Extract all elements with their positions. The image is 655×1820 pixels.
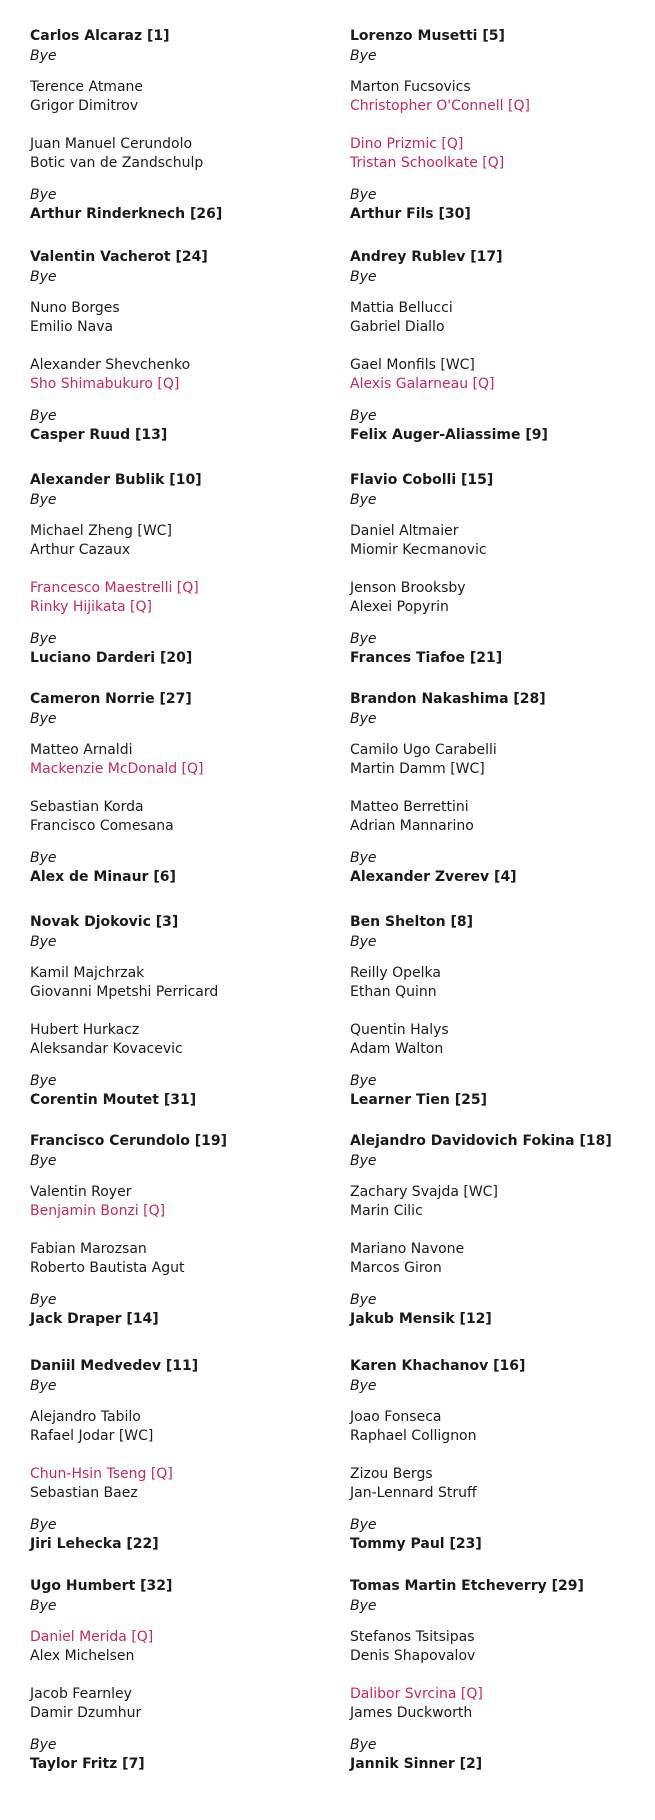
seeded-player: Ben Shelton [8] xyxy=(350,914,474,930)
player: Damir Dzumhur xyxy=(30,1705,142,1721)
player: Francisco Comesana xyxy=(30,818,174,834)
player: Sebastian Baez xyxy=(30,1485,138,1501)
qualifier-player: Rinky Hijikata [Q] xyxy=(30,599,152,615)
player: Rafael Jodar [WC] xyxy=(30,1428,154,1444)
seeded-player: Karen Khachanov [16] xyxy=(350,1358,526,1374)
bye-label: Bye xyxy=(350,1598,377,1614)
bye-label: Bye xyxy=(350,1153,377,1169)
seeded-player: Taylor Fritz [7] xyxy=(30,1756,145,1772)
seeded-player: Felix Auger-Aliassime [9] xyxy=(350,427,548,443)
player: Joao Fonseca xyxy=(350,1409,442,1425)
seeded-player: Casper Ruud [13] xyxy=(30,427,168,443)
bye-label: Bye xyxy=(350,1378,377,1394)
qualifier-player: Daniel Merida [Q] xyxy=(30,1629,154,1645)
draw-section-right-7 xyxy=(350,1356,650,1556)
player: Valentin Royer xyxy=(30,1184,132,1200)
bye-label: Bye xyxy=(350,269,377,285)
player: Arthur Cazaux xyxy=(30,542,131,558)
bye-label: Bye xyxy=(350,1737,377,1753)
draw-section-left-2 xyxy=(30,247,330,447)
seeded-player: Arthur Fils [30] xyxy=(350,206,471,222)
player: Mariano Navone xyxy=(350,1241,465,1257)
bye-label: Bye xyxy=(350,1517,377,1533)
bye-label: Bye xyxy=(30,1378,57,1394)
bye-label: Bye xyxy=(30,269,57,285)
seeded-player: Daniil Medvedev [11] xyxy=(30,1358,199,1374)
seeded-player: Jakub Mensik [12] xyxy=(350,1311,492,1327)
seeded-player: Luciano Darderi [20] xyxy=(30,650,193,666)
draw-section-right-1 xyxy=(350,26,650,226)
draw-section-left-8 xyxy=(30,1576,330,1776)
player: Gabriel Diallo xyxy=(350,319,445,335)
player: Hubert Hurkacz xyxy=(30,1022,140,1038)
bye-label: Bye xyxy=(350,1073,377,1089)
seeded-player: Cameron Norrie [27] xyxy=(30,691,192,707)
player: Alex Michelsen xyxy=(30,1648,135,1664)
draw-section-left-5 xyxy=(30,912,330,1112)
player: Emilio Nava xyxy=(30,319,114,335)
player: Juan Manuel Cerundolo xyxy=(30,136,193,152)
seeded-player: Alexander Bublik [10] xyxy=(30,472,202,488)
qualifier-player: Benjamin Bonzi [Q] xyxy=(30,1203,166,1219)
seeded-player: Flavio Cobolli [15] xyxy=(350,472,494,488)
player: Aleksandar Kovacevic xyxy=(30,1041,183,1057)
bye-label: Bye xyxy=(30,1073,57,1089)
player: Michael Zheng [WC] xyxy=(30,523,172,539)
qualifier-player: Dino Prizmic [Q] xyxy=(350,136,464,152)
player: Jenson Brooksby xyxy=(350,580,466,596)
player: Grigor Dimitrov xyxy=(30,98,139,114)
qualifier-player: Christopher O'Connell [Q] xyxy=(350,98,530,114)
player: Giovanni Mpetshi Perricard xyxy=(30,984,219,1000)
player: Terence Atmane xyxy=(30,79,144,95)
bye-label: Bye xyxy=(30,48,57,64)
player: Matteo Berrettini xyxy=(350,799,469,815)
player: Adrian Mannarino xyxy=(350,818,474,834)
seeded-player: Alex de Minaur [6] xyxy=(30,869,176,885)
player: James Duckworth xyxy=(350,1705,473,1721)
qualifier-player: Mackenzie McDonald [Q] xyxy=(30,761,204,777)
qualifier-player: Dalibor Svrcina [Q] xyxy=(350,1686,483,1702)
bye-label: Bye xyxy=(30,187,57,203)
bye-label: Bye xyxy=(30,1153,57,1169)
bye-label: Bye xyxy=(350,48,377,64)
draw-section-left-1 xyxy=(30,26,330,226)
bye-label: Bye xyxy=(350,408,377,424)
player: Jan-Lennard Struff xyxy=(350,1485,477,1501)
seeded-player: Arthur Rinderknech [26] xyxy=(30,206,223,222)
qualifier-player: Francesco Maestrelli [Q] xyxy=(30,580,199,596)
seeded-player: Corentin Moutet [31] xyxy=(30,1092,197,1108)
draw-section-left-6 xyxy=(30,1131,330,1331)
player: Camilo Ugo Carabelli xyxy=(350,742,497,758)
qualifier-player: Sho Shimabukuro [Q] xyxy=(30,376,180,392)
player: Botic van de Zandschulp xyxy=(30,155,204,171)
seeded-player: Valentin Vacherot [24] xyxy=(30,249,208,265)
bye-label: Bye xyxy=(30,631,57,647)
seeded-player: Tommy Paul [23] xyxy=(350,1536,482,1552)
player: Fabian Marozsan xyxy=(30,1241,147,1257)
player: Mattia Bellucci xyxy=(350,300,453,316)
seeded-player: Francisco Cerundolo [19] xyxy=(30,1133,228,1149)
player: Martin Damm [WC] xyxy=(350,761,485,777)
player: Stefanos Tsitsipas xyxy=(350,1629,475,1645)
seeded-player: Alejandro Davidovich Fokina [18] xyxy=(350,1133,612,1149)
seeded-player: Jannik Sinner [2] xyxy=(350,1756,483,1772)
player: Alexander Shevchenko xyxy=(30,357,191,373)
bye-label: Bye xyxy=(30,850,57,866)
seeded-player: Alexander Zverev [4] xyxy=(350,869,517,885)
draw-section-right-4 xyxy=(350,689,650,889)
bye-label: Bye xyxy=(30,711,57,727)
seeded-player: Ugo Humbert [32] xyxy=(30,1578,173,1594)
player: Marcos Giron xyxy=(350,1260,442,1276)
bye-label: Bye xyxy=(350,1292,377,1308)
player: Daniel Altmaier xyxy=(350,523,459,539)
bye-label: Bye xyxy=(30,1292,57,1308)
player: Marton Fucsovics xyxy=(350,79,471,95)
bye-label: Bye xyxy=(350,711,377,727)
seeded-player: Andrey Rublev [17] xyxy=(350,249,503,265)
bye-label: Bye xyxy=(350,492,377,508)
player: Adam Walton xyxy=(350,1041,444,1057)
seeded-player: Frances Tiafoe [21] xyxy=(350,650,503,666)
player: Roberto Bautista Agut xyxy=(30,1260,185,1276)
seeded-player: Lorenzo Musetti [5] xyxy=(350,28,505,44)
player: Matteo Arnaldi xyxy=(30,742,133,758)
bye-label: Bye xyxy=(350,187,377,203)
draw-section-right-6 xyxy=(350,1131,650,1331)
seeded-player: Carlos Alcaraz [1] xyxy=(30,28,170,44)
player: Ethan Quinn xyxy=(350,984,437,1000)
draw-section-right-8 xyxy=(350,1576,650,1776)
seeded-player: Jiri Lehecka [22] xyxy=(30,1536,159,1552)
draw-section-left-4 xyxy=(30,689,330,889)
player: Quentin Halys xyxy=(350,1022,449,1038)
player: Jacob Fearnley xyxy=(30,1686,132,1702)
player: Alejandro Tabilo xyxy=(30,1409,141,1425)
player: Gael Monfils [WC] xyxy=(350,357,475,373)
player: Marin Cilic xyxy=(350,1203,423,1219)
seeded-player: Learner Tien [25] xyxy=(350,1092,487,1108)
draw-section-left-3 xyxy=(30,470,330,670)
draw-section-right-2 xyxy=(350,247,650,447)
bye-label: Bye xyxy=(30,934,57,950)
draw-section-right-5 xyxy=(350,912,650,1112)
player: Zachary Svajda [WC] xyxy=(350,1184,498,1200)
bye-label: Bye xyxy=(350,850,377,866)
bye-label: Bye xyxy=(30,1737,57,1753)
draw-section-right-3 xyxy=(350,470,650,670)
seeded-player: Brandon Nakashima [28] xyxy=(350,691,546,707)
qualifier-player: Tristan Schoolkate [Q] xyxy=(350,155,505,171)
player: Miomir Kecmanovic xyxy=(350,542,487,558)
player: Nuno Borges xyxy=(30,300,120,316)
seeded-player: Novak Djokovic [3] xyxy=(30,914,179,930)
player: Kamil Majchrzak xyxy=(30,965,145,981)
bye-label: Bye xyxy=(30,408,57,424)
player: Denis Shapovalov xyxy=(350,1648,476,1664)
bye-label: Bye xyxy=(30,1598,57,1614)
bye-label: Bye xyxy=(350,934,377,950)
draw-section-left-7 xyxy=(30,1356,330,1556)
bye-label: Bye xyxy=(30,492,57,508)
seeded-player: Jack Draper [14] xyxy=(30,1311,159,1327)
player: Sebastian Korda xyxy=(30,799,144,815)
player: Alexei Popyrin xyxy=(350,599,449,615)
bye-label: Bye xyxy=(350,631,377,647)
seeded-player: Tomas Martin Etcheverry [29] xyxy=(350,1578,584,1594)
qualifier-player: Chun-Hsin Tseng [Q] xyxy=(30,1466,173,1482)
player: Reilly Opelka xyxy=(350,965,441,981)
bye-label: Bye xyxy=(30,1517,57,1533)
qualifier-player: Alexis Galarneau [Q] xyxy=(350,376,495,392)
player: Raphael Collignon xyxy=(350,1428,477,1444)
player: Zizou Bergs xyxy=(350,1466,433,1482)
